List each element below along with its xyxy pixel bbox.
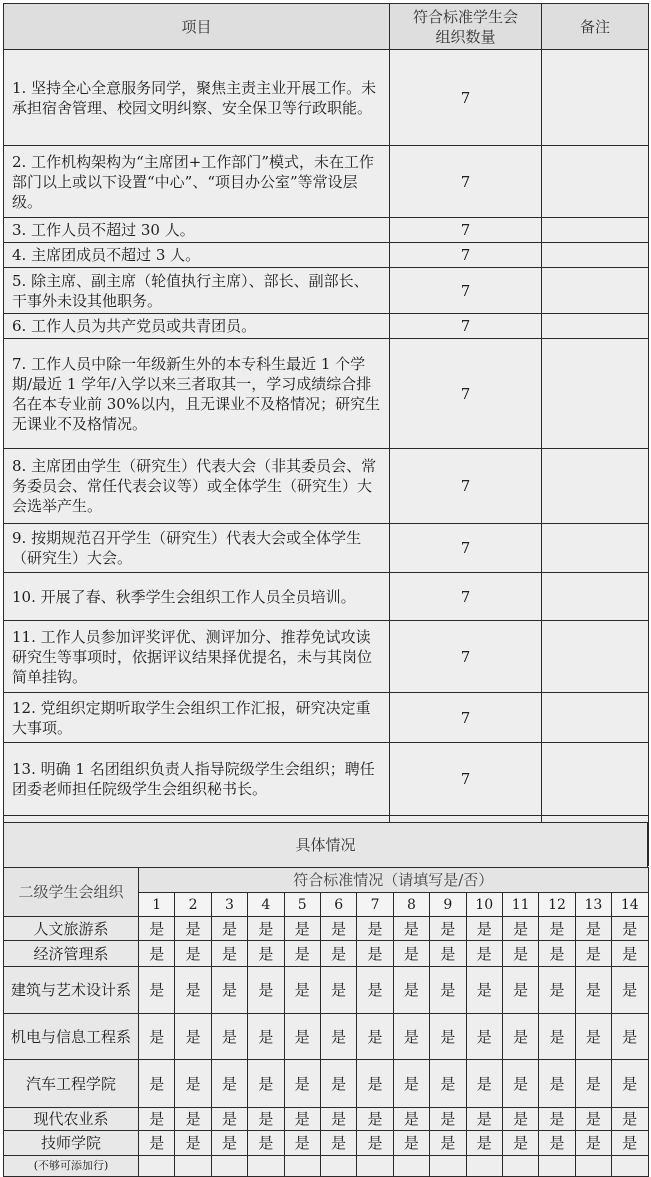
criterion-number: 5: [284, 893, 320, 917]
compliance-cell[interactable]: 是: [430, 1060, 466, 1108]
compliance-cell[interactable]: 是: [320, 1108, 356, 1131]
standard-note: [542, 339, 649, 449]
compliance-cell[interactable]: 是: [284, 1060, 320, 1108]
criterion-number: 4: [248, 893, 284, 917]
standards-table: [3, 3, 649, 866]
add-rows-note: (不够可添加行): [4, 1156, 139, 1177]
empty-cell[interactable]: [320, 1156, 356, 1177]
detail-title: 具体情况: [3, 822, 648, 867]
compliance-cell[interactable]: 是: [575, 1131, 611, 1156]
compliance-cell[interactable]: 是: [466, 1108, 502, 1131]
compliance-cell[interactable]: 是: [139, 917, 175, 941]
org-row: [4, 941, 649, 967]
compliance-cell[interactable]: 是: [393, 941, 429, 967]
criterion-number: 1: [139, 893, 175, 917]
compliance-cell[interactable]: 是: [612, 1060, 648, 1108]
empty-cell[interactable]: [612, 1156, 648, 1177]
criterion-number: 12: [539, 893, 575, 917]
standard-row: [4, 573, 649, 621]
header-org: 二级学生会组织: [4, 868, 139, 917]
compliance-cell[interactable]: 是: [175, 1131, 211, 1156]
empty-cell[interactable]: [466, 1156, 502, 1177]
compliance-cell[interactable]: 是: [430, 967, 466, 1014]
standard-count: 7: [390, 243, 542, 268]
compliance-cell[interactable]: 是: [575, 917, 611, 941]
compliance-cell[interactable]: 是: [248, 917, 284, 941]
standard-row: [4, 218, 649, 243]
empty-cell[interactable]: [430, 1156, 466, 1177]
standards-header-row: [4, 4, 649, 50]
compliance-cell[interactable]: 是: [539, 967, 575, 1014]
compliance-cell[interactable]: 是: [211, 1014, 247, 1060]
empty-cell[interactable]: [539, 1156, 575, 1177]
empty-cell[interactable]: [575, 1156, 611, 1177]
compliance-cell[interactable]: 是: [284, 1131, 320, 1156]
compliance-table: [3, 867, 649, 1177]
empty-cell[interactable]: [248, 1156, 284, 1177]
empty-cell[interactable]: [139, 1156, 175, 1177]
compliance-cell[interactable]: 是: [248, 967, 284, 1014]
standard-row: [4, 743, 649, 816]
standard-row: [4, 314, 649, 339]
compliance-cell[interactable]: 是: [248, 1131, 284, 1156]
compliance-cell[interactable]: 是: [539, 1131, 575, 1156]
standard-row: [4, 243, 649, 268]
compliance-cell[interactable]: 是: [502, 1014, 538, 1060]
criterion-number: 14: [612, 893, 648, 917]
compliance-cell[interactable]: 是: [430, 917, 466, 941]
compliance-cell[interactable]: 是: [320, 1060, 356, 1108]
compliance-cell[interactable]: 是: [357, 917, 393, 941]
compliance-cell[interactable]: 是: [466, 1131, 502, 1156]
compliance-cell[interactable]: 是: [393, 1060, 429, 1108]
compliance-cell[interactable]: 是: [539, 1060, 575, 1108]
compliance-cell[interactable]: 是: [320, 1131, 356, 1156]
compliance-cell[interactable]: 是: [393, 1131, 429, 1156]
compliance-cell[interactable]: 是: [284, 1014, 320, 1060]
criterion-number: 3: [211, 893, 247, 917]
compliance-cell[interactable]: 是: [248, 1014, 284, 1060]
compliance-cell[interactable]: 是: [575, 967, 611, 1014]
standard-count: 7: [390, 146, 542, 218]
standard-text: 2. 工作机构架构为“主席团+工作部门”模式，未在工作部门以上或以下设置“中心”、“项目办公室”等常设层级。: [4, 146, 390, 218]
standard-count: 7: [390, 268, 542, 314]
compliance-cell[interactable]: 是: [320, 917, 356, 941]
criterion-number: 11: [502, 893, 538, 917]
standard-text: 3. 工作人员不超过 30 人。: [4, 218, 390, 243]
standard-row: [4, 146, 649, 218]
compliance-cell[interactable]: 是: [502, 941, 538, 967]
org-name: 机电与信息工程系: [4, 1014, 139, 1060]
standard-note: [542, 524, 649, 573]
org-name: 现代农业系: [4, 1108, 139, 1131]
compliance-cell[interactable]: 是: [357, 1131, 393, 1156]
compliance-cell[interactable]: 是: [175, 1108, 211, 1131]
compliance-cell[interactable]: 是: [539, 1108, 575, 1131]
compliance-cell[interactable]: 是: [357, 1014, 393, 1060]
compliance-cell[interactable]: 是: [466, 917, 502, 941]
compliance-cell[interactable]: 是: [175, 1060, 211, 1108]
standard-note: [542, 621, 649, 693]
compliance-cell[interactable]: 是: [284, 967, 320, 1014]
org-name: 建筑与艺术设计系: [4, 967, 139, 1014]
add-row: [4, 1156, 649, 1177]
standard-text: 6. 工作人员为共产党员或共青团员。: [4, 314, 390, 339]
compliance-cell[interactable]: 是: [502, 1060, 538, 1108]
standard-text: 10. 开展了春、秋季学生会组织工作人员全员培训。: [4, 573, 390, 621]
criterion-number: 8: [393, 893, 429, 917]
compliance-cell[interactable]: 是: [502, 967, 538, 1014]
compliance-cell[interactable]: 是: [430, 941, 466, 967]
standard-text: 8. 主席团由学生（研究生）代表大会（非其委员会、常务委员会、常任代表会议等）或全体学生（研究生）大会选举产生。: [4, 449, 390, 524]
org-row: [4, 967, 649, 1014]
compliance-cell[interactable]: 是: [393, 1108, 429, 1131]
compliance-cell[interactable]: 是: [284, 917, 320, 941]
compliance-cell[interactable]: 是: [175, 917, 211, 941]
compliance-cell[interactable]: 是: [393, 1014, 429, 1060]
compliance-cell[interactable]: 是: [248, 941, 284, 967]
org-row: [4, 1014, 649, 1060]
empty-cell[interactable]: [284, 1156, 320, 1177]
standard-count: 7: [390, 314, 542, 339]
compliance-cell[interactable]: 是: [575, 941, 611, 967]
compliance-cell[interactable]: 是: [175, 967, 211, 1014]
compliance-cell[interactable]: 是: [175, 1014, 211, 1060]
compliance-cell[interactable]: 是: [248, 1060, 284, 1108]
org-row: [4, 1131, 649, 1156]
compliance-cell[interactable]: 是: [320, 941, 356, 967]
compliance-cell[interactable]: 是: [612, 1014, 648, 1060]
header-note: 备注: [542, 4, 649, 50]
compliance-cell[interactable]: 是: [357, 941, 393, 967]
compliance-cell[interactable]: 是: [539, 1014, 575, 1060]
compliance-cell[interactable]: 是: [284, 941, 320, 967]
compliance-cell[interactable]: 是: [430, 1014, 466, 1060]
header-compliance: 符合标准情况（请填写是/否）: [139, 868, 649, 893]
standard-note: [542, 146, 649, 218]
org-row: [4, 1108, 649, 1131]
compliance-cell[interactable]: 是: [248, 1108, 284, 1131]
standard-row: [4, 268, 649, 314]
standard-note: [542, 243, 649, 268]
compliance-cell[interactable]: 是: [139, 1014, 175, 1060]
standard-text: 7. 工作人员中除一年级新生外的本专科生最近 1 个学期/最近 1 学年/入学以来三者取其一，学习成绩综合排名在本专业前 30%以内，且无课业不及格情况；研究生无课业不及格情况。: [4, 339, 390, 449]
compliance-cell[interactable]: 是: [430, 1108, 466, 1131]
compliance-cell[interactable]: 是: [357, 1108, 393, 1131]
compliance-cell[interactable]: 是: [211, 917, 247, 941]
standard-count: 7: [390, 743, 542, 816]
standard-count: 7: [390, 449, 542, 524]
standard-note: [542, 573, 649, 621]
standard-row: [4, 621, 649, 693]
compliance-cell[interactable]: 是: [466, 1014, 502, 1060]
standard-text: 12. 党组织定期听取学生会组织工作汇报，研究决定重大事项。: [4, 693, 390, 743]
standard-row: [4, 693, 649, 743]
standard-note: [542, 449, 649, 524]
standard-count: 7: [390, 524, 542, 573]
compliance-cell[interactable]: 是: [211, 941, 247, 967]
empty-cell[interactable]: [175, 1156, 211, 1177]
compliance-cell[interactable]: 是: [466, 1060, 502, 1108]
header-item: 项目: [4, 4, 390, 50]
standard-note: [542, 314, 649, 339]
compliance-cell[interactable]: 是: [211, 1108, 247, 1131]
compliance-cell[interactable]: 是: [139, 1131, 175, 1156]
empty-cell[interactable]: [357, 1156, 393, 1177]
standard-note: [542, 743, 649, 816]
compliance-cell[interactable]: 是: [539, 917, 575, 941]
standard-count: 7: [390, 339, 542, 449]
criterion-number: 6: [320, 893, 356, 917]
criterion-number: 2: [175, 893, 211, 917]
compliance-cell[interactable]: 是: [175, 941, 211, 967]
org-name: 经济管理系: [4, 941, 139, 967]
compliance-cell[interactable]: 是: [612, 941, 648, 967]
compliance-cell[interactable]: 是: [320, 1014, 356, 1060]
compliance-cell[interactable]: 是: [575, 1108, 611, 1131]
compliance-cell[interactable]: 是: [320, 967, 356, 1014]
standard-row: [4, 449, 649, 524]
compliance-cell[interactable]: 是: [612, 1108, 648, 1131]
empty-cell[interactable]: [393, 1156, 429, 1177]
compliance-cell[interactable]: 是: [357, 967, 393, 1014]
compliance-cell[interactable]: 是: [393, 917, 429, 941]
org-row: [4, 917, 649, 941]
criterion-number: 9: [430, 893, 466, 917]
compliance-cell[interactable]: 是: [502, 1131, 538, 1156]
standard-note: [542, 50, 649, 146]
compliance-cell[interactable]: 是: [612, 1131, 648, 1156]
compliance-cell[interactable]: 是: [139, 1108, 175, 1131]
compliance-cell[interactable]: 是: [575, 1060, 611, 1108]
standard-text: 11. 工作人员参加评奖评优、测评加分、推荐免试攻读研究生等事项时，依据评议结果择优提名，未与其岗位简单挂钩。: [4, 621, 390, 693]
compliance-cell[interactable]: 是: [539, 941, 575, 967]
compliance-cell[interactable]: 是: [139, 1060, 175, 1108]
compliance-cell[interactable]: 是: [612, 967, 648, 1014]
standard-count: 7: [390, 50, 542, 146]
standard-text: 1. 坚持全心全意服务同学，聚焦主责主业开展工作。未承担宿舍管理、校园文明纠察、安全保卫等行政职能。: [4, 50, 390, 146]
criterion-number: 13: [575, 893, 611, 917]
standard-text: 4. 主席团成员不超过 3 人。: [4, 243, 390, 268]
standard-row: [4, 524, 649, 573]
compliance-cell[interactable]: 是: [211, 967, 247, 1014]
criterion-number: 7: [357, 893, 393, 917]
standard-note: [542, 693, 649, 743]
standard-text: 9. 按期规范召开学生（研究生）代表大会或全体学生（研究生）大会。: [4, 524, 390, 573]
standard-count: 7: [390, 218, 542, 243]
compliance-cell[interactable]: 是: [211, 1060, 247, 1108]
compliance-cell[interactable]: 是: [466, 941, 502, 967]
standard-count: 7: [390, 693, 542, 743]
header-count: 符合标准学生会组织数量: [390, 4, 542, 50]
compliance-cell[interactable]: 是: [502, 917, 538, 941]
standard-note: [542, 268, 649, 314]
standard-row: [4, 50, 649, 146]
compliance-cell[interactable]: 是: [211, 1131, 247, 1156]
compliance-cell[interactable]: 是: [139, 941, 175, 967]
standard-count: 7: [390, 621, 542, 693]
compliance-cell[interactable]: 是: [612, 917, 648, 941]
org-name: 汽车工程学院: [4, 1060, 139, 1108]
compliance-cell[interactable]: 是: [393, 967, 429, 1014]
standard-count: 7: [390, 573, 542, 621]
standard-row: [4, 339, 649, 449]
criterion-number: 10: [466, 893, 502, 917]
compliance-cell[interactable]: 是: [575, 1014, 611, 1060]
org-name: 技师学院: [4, 1131, 139, 1156]
org-name: 人文旅游系: [4, 917, 139, 941]
compliance-cell[interactable]: 是: [466, 967, 502, 1014]
compliance-cell[interactable]: 是: [430, 1131, 466, 1156]
standard-note: [542, 218, 649, 243]
empty-cell[interactable]: [211, 1156, 247, 1177]
compliance-cell[interactable]: 是: [502, 1108, 538, 1131]
compliance-cell[interactable]: 是: [357, 1060, 393, 1108]
compliance-cell[interactable]: 是: [284, 1108, 320, 1131]
standard-text: 5. 除主席、副主席（轮值执行主席）、部长、副部长、干事外未设其他职务。: [4, 268, 390, 314]
compliance-header-row: [4, 868, 649, 893]
standard-text: 13. 明确 1 名团组织负责人指导院级学生会组织；聘任团委老师担任院级学生会组织秘书长。: [4, 743, 390, 816]
compliance-cell[interactable]: 是: [139, 967, 175, 1014]
empty-cell[interactable]: [502, 1156, 538, 1177]
org-row: [4, 1060, 649, 1108]
